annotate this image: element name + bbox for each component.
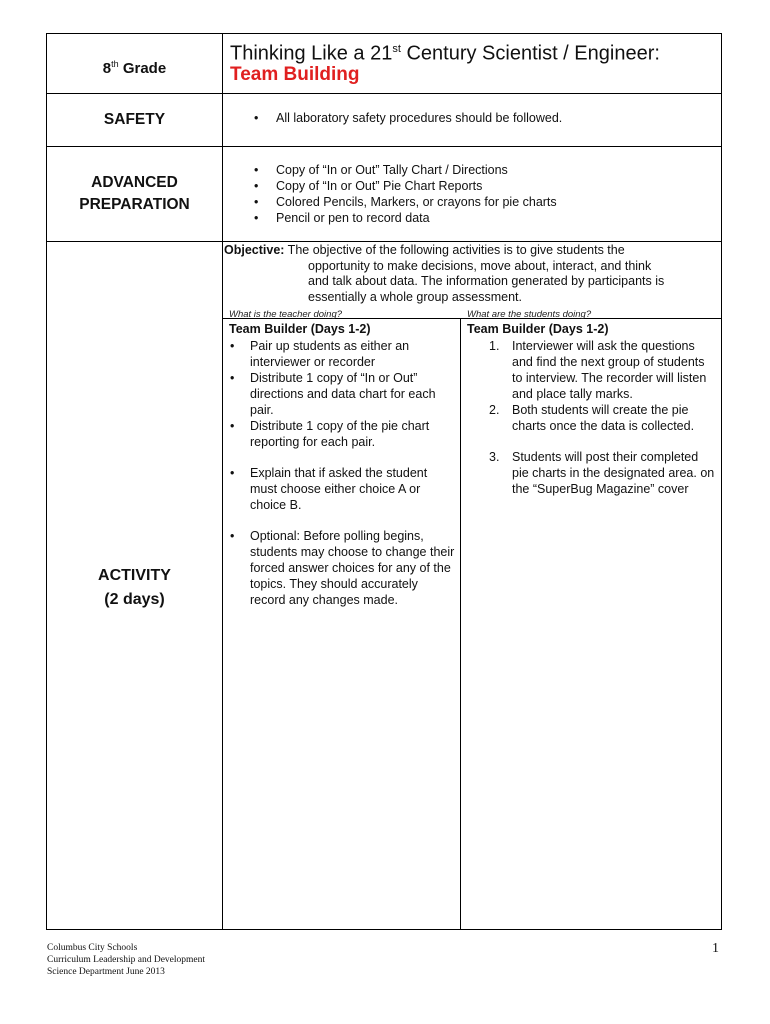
title-part: Thinking Like a 21	[230, 42, 393, 65]
list-item: • Optional: Before polling begins, students may choose to change their forced answer choices for any of the topics. They should accurately record any changes made.	[228, 528, 456, 608]
student-column-heading: Team Builder (Days 1-2)	[467, 322, 609, 336]
student-column-hint: What are the students doing?	[467, 309, 592, 320]
row-divider	[46, 93, 722, 94]
row-divider	[46, 241, 722, 242]
label-line: (2 days)	[104, 591, 165, 608]
item-number: 1.	[489, 339, 500, 353]
item-number: 2.	[489, 403, 500, 417]
list-item: • Distribute 1 copy of the pie chart reporting for each pair.	[228, 418, 456, 450]
footer-line: Science Department June 2013	[47, 967, 165, 977]
preparation-list	[250, 162, 710, 226]
objective-line: The objective of the following activities is to give students the	[284, 243, 625, 257]
item-text: Students will post their completed pie charts in the designated area. on the “SuperBug Magazine” cover	[512, 450, 715, 496]
safety-label: SAFETY	[103, 111, 166, 128]
objective-line: and talk about data. The information generated by participants is	[308, 274, 665, 288]
list-item: • Copy of “In or Out” Tally Chart / Directions	[250, 162, 710, 178]
grade-suffix: th	[111, 59, 119, 69]
page-subtitle: Team Building	[230, 64, 360, 85]
grade-number: 8	[102, 60, 112, 77]
item-text: Both students will create the pie charts once the data is collected.	[512, 403, 695, 433]
list-item	[465, 338, 717, 402]
list-item: • All laboratory safety procedures should be followed.	[250, 110, 710, 126]
grade-label	[46, 53, 223, 80]
objective-first-line	[224, 243, 716, 259]
page-footer	[47, 942, 205, 978]
grade-word: Grade	[122, 60, 167, 77]
list-item: • Pencil or pen to record data	[250, 210, 710, 226]
teacher-column-heading: Team Builder (Days 1-2)	[229, 322, 371, 336]
objective-line: opportunity to make decisions, move about, interact, and think	[308, 258, 652, 273]
footer-line: Columbus City Schools	[47, 943, 138, 953]
objective-label: Objective:	[224, 243, 285, 257]
list-item	[465, 449, 717, 497]
column-divider	[222, 33, 223, 930]
item-number: 3.	[489, 450, 500, 464]
teacher-actions-list	[228, 338, 456, 608]
label-line: ACTIVITY	[98, 567, 171, 584]
title-superscript: st	[392, 43, 401, 55]
footer-line: Curriculum Leadership and Development	[47, 955, 206, 965]
page-number: 1	[712, 941, 719, 956]
inner-column-divider	[460, 318, 461, 930]
label-line: PREPARATION	[79, 196, 190, 213]
list-item: • Copy of “In or Out” Pie Chart Reports	[250, 178, 710, 194]
student-actions-list	[465, 338, 717, 497]
list-item	[465, 402, 717, 434]
teacher-column-hint: What is the teacher doing?	[229, 309, 343, 320]
list-item: • Explain that if asked the student must choose either choice A or choice B.	[228, 465, 456, 513]
objective-text	[224, 243, 716, 305]
activity-label	[46, 564, 223, 612]
row-divider	[46, 146, 722, 147]
item-text: Interviewer will ask the questions and find the next group of students to interview. The recorder will listen and place tally marks.	[512, 339, 707, 401]
list-item: • Colored Pencils, Markers, or crayons for pie charts	[250, 194, 710, 210]
safety-list	[250, 110, 710, 126]
advanced-preparation-label	[46, 172, 223, 216]
objective-line: essentially a whole group assessment.	[308, 289, 523, 304]
list-item: • Pair up students as either an interviewer or recorder	[228, 338, 456, 370]
list-item: • Distribute 1 copy of “In or Out” directions and data chart for each pair.	[228, 370, 456, 418]
label-line: ADVANCED	[91, 174, 178, 191]
title-part: Century Scientist / Engineer:	[400, 42, 660, 65]
